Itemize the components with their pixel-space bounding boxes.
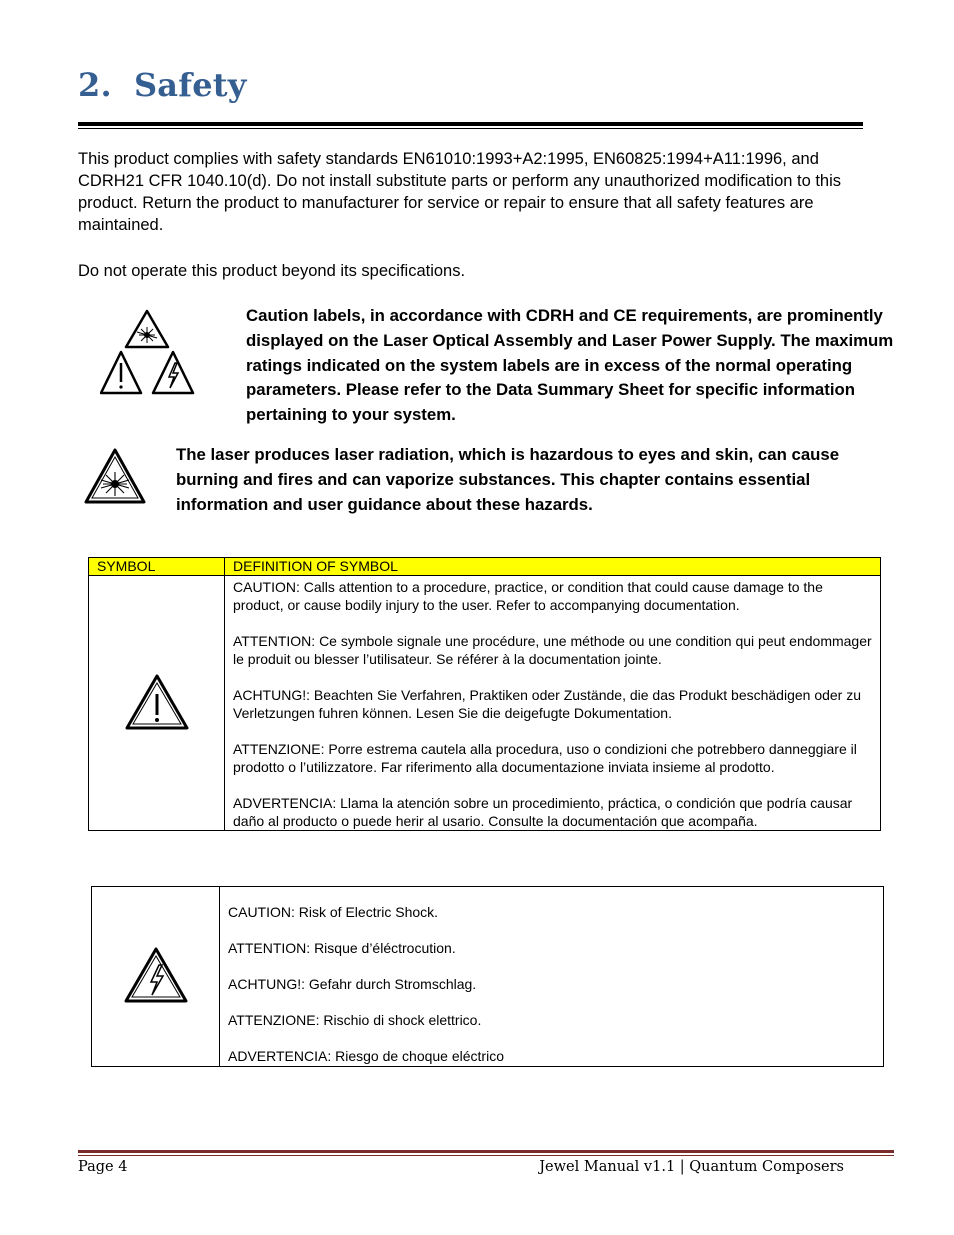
- definition-column-header: DEFINITION OF SYMBOL: [225, 558, 881, 576]
- footer-rule-thick: [78, 1150, 894, 1153]
- document-title: Jewel Manual v1.1 | Quantum Composers: [539, 1159, 844, 1175]
- section-heading: [78, 66, 247, 104]
- symbol-column-header: SYMBOL: [89, 558, 225, 576]
- heading-rule-thin: [78, 128, 863, 129]
- shock-german: ACHTUNG!: Gefahr durch Stromschlag.: [228, 976, 477, 992]
- symbol-cell: [89, 576, 225, 831]
- shock-english: CAUTION: Risk of Electric Shock.: [228, 904, 439, 920]
- shock-spanish: ADVERTENCIA: Riesgo de choque eléctrico: [228, 1048, 504, 1064]
- caution-german: ACHTUNG!: Beachten Sie Verfahren, Praktiken oder Zustände, die das Produkt beschädigen oder zu Verletzungen fuhren können. Lesen Sie die deigefugte Dokumentation.: [233, 687, 862, 721]
- definition-cell: [220, 887, 884, 1067]
- page-number: Page 4: [78, 1159, 128, 1175]
- caution-exclamation-icon: [101, 352, 141, 393]
- table-row: [89, 576, 881, 831]
- electric-shock-icon: [123, 945, 189, 1005]
- caution-italian: ATTENZIONE: Porre estrema cautela alla procedura, uso o condizioni che potrebbero danneggiare il prodotto o l’utilizzatore. Far riferimento alla documentazione inviata insieme al prodotto.: [233, 741, 857, 775]
- laser-warning-icon-large: [82, 446, 148, 506]
- shock-french: ATTENTION: Risque d’éléctrocution.: [228, 940, 456, 956]
- caution-exclamation-icon: [124, 672, 190, 732]
- compliance-paragraph: This product complies with safety standards EN61010:1993+A2:1995, EN60825:1994+A11:1996, and CDRH21 CFR 1040.10(d). Do not install substitute parts or perform any unauthorized modification to this product. Return the product to manufacturer for service or repair to ensure that all safety features are maintained.: [78, 150, 842, 234]
- caution-spanish: ADVERTENCIA: Llama la atención sobre un procedimiento, práctica, o condición que podría causar daño al producto o puede herir al usario. Consulte la documentación que acompaña.: [233, 795, 853, 829]
- symbol-definition-table: [88, 557, 881, 831]
- caution-labels-icon-group: [100, 308, 196, 398]
- table-header-row: [89, 558, 881, 576]
- caution-labels-text: Caution labels, in accordance with CDRH and CE requirements, are prominently displayed on the Laser Optical Assembly and Laser Power Supply. The maximum ratings indicated on the system labels are in excess of the normal operating parameters. Please refer to the Data Summary Sheet for specific information pertaining to your system.: [246, 306, 894, 425]
- table-row: [92, 887, 884, 1067]
- definition-cell: [225, 576, 881, 831]
- footer-rule-thin: [78, 1155, 894, 1156]
- laser-hazard-text: The laser produces laser radiation, which is hazardous to eyes and skin, can cause burning and fires and can vaporize substances. This chapter contains essential information and user guidance about these hazards.: [176, 445, 840, 514]
- electric-shock-icon: [153, 352, 193, 393]
- caution-english: CAUTION: Calls attention to a procedure, practice, or condition that could cause damage to the product, or cause bodily injury to the user. Refer to accompanying documentation.: [233, 579, 823, 613]
- shock-italian: ATTENZIONE: Rischio di shock elettrico.: [228, 1012, 482, 1028]
- section-number: 2.: [78, 66, 112, 104]
- electric-shock-table: [91, 886, 884, 1067]
- laser-warning-icon: [126, 311, 168, 347]
- heading-rule-thick: [78, 122, 863, 126]
- section-title: Safety: [134, 66, 247, 104]
- specifications-paragraph: Do not operate this product beyond its specifications.: [78, 262, 466, 280]
- caution-french: ATTENTION: Ce symbole signale une procédure, une méthode ou une condition qui peut endommager le produit ou blesser l’utilisateur. Se référer à la documentation jointe.: [233, 633, 872, 667]
- symbol-cell: [92, 887, 220, 1067]
